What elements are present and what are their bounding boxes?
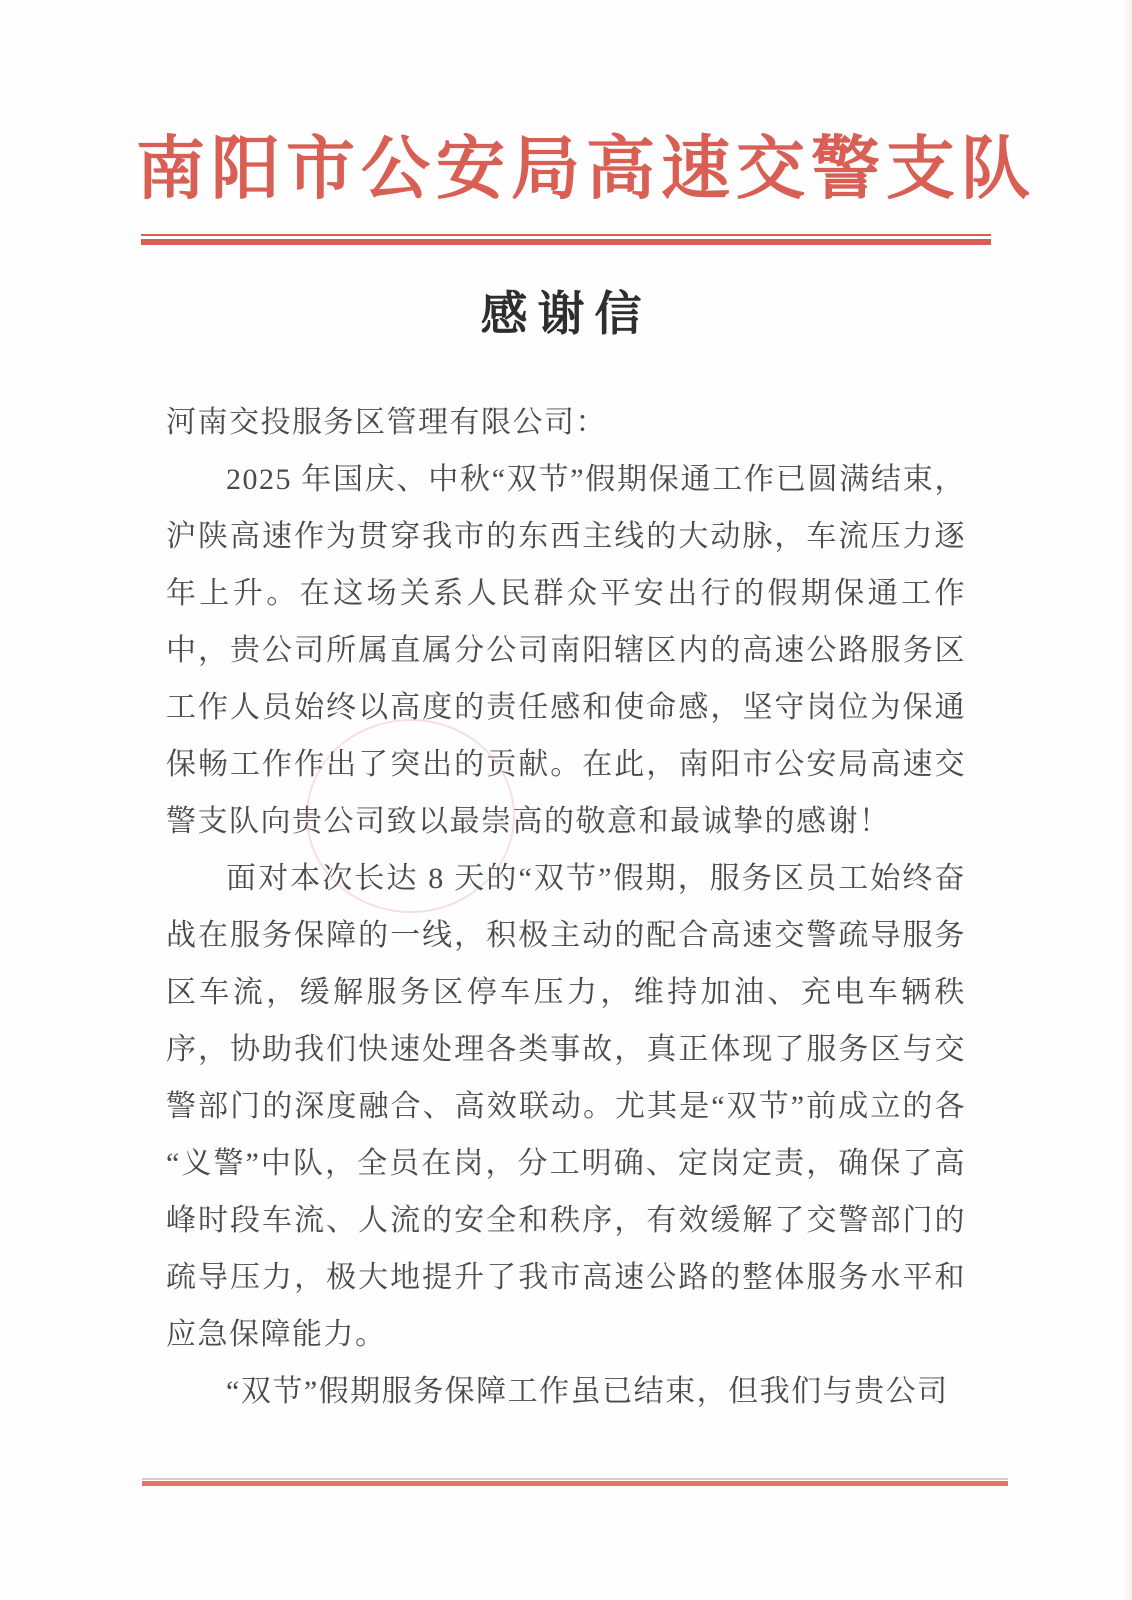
letter-body: [166, 394, 966, 1420]
scan-edge-shadow: [1124, 0, 1132, 1600]
header-rule-thin-line: [141, 234, 991, 236]
letterhead-title: 南阳市公安局高速交警支队: [136, 131, 1036, 207]
footer-rule-thick-line: [142, 1481, 1008, 1486]
document-title: 感谢信: [480, 289, 652, 342]
footer-double-rule: [142, 1478, 1008, 1486]
body-paragraph-2: 面对本次长达 8 天的“双节”假期，服务区员工始终奋战在服务保障的一线，积极主动的配合高速交警疏导服务区车流，缓解服务区停车压力，维持加油、充电车辆秩序，协助我们快速处理各类事故，真正体现了服务区与交警部门的深度融合、高效联动。尤其是“双节”前成立的各“义警”中队，全员在岗，分工明确、定岗定责，确保了高峰时段车流、人流的安全和秩序，有效缓解了交警部门的疏导压力，极大地提升了我市高速公路的整体服务水平和应急保障能力。: [166, 862, 966, 1352]
footer-rule-thin-line: [142, 1478, 1008, 1480]
body-paragraph-3: “双节”假期服务保障工作虽已结束，但我们与贵公司: [226, 1375, 949, 1409]
header-rule-thick-line: [141, 239, 991, 245]
salutation-line: 河南交投服务区管理有限公司：: [166, 406, 607, 440]
body-paragraph-1: 2025 年国庆、中秋“双节”假期保通工作已圆满结束，沪陕高速作为贯穿我市的东西主线的大动脉，车流压力逐年上升。在这场关系人民群众平安出行的假期保通工作中，贵公司所属直属分公司南阳辖区内的高速公路服务区工作人员始终以高度的责任感和使命感，坚守岗位为保通保畅工作作出了突出的贡献。在此，南阳市公安局高速交警支队向贵公司致以最崇高的敬意和最诚挚的感谢！: [166, 463, 966, 839]
header-double-rule: [141, 234, 991, 245]
